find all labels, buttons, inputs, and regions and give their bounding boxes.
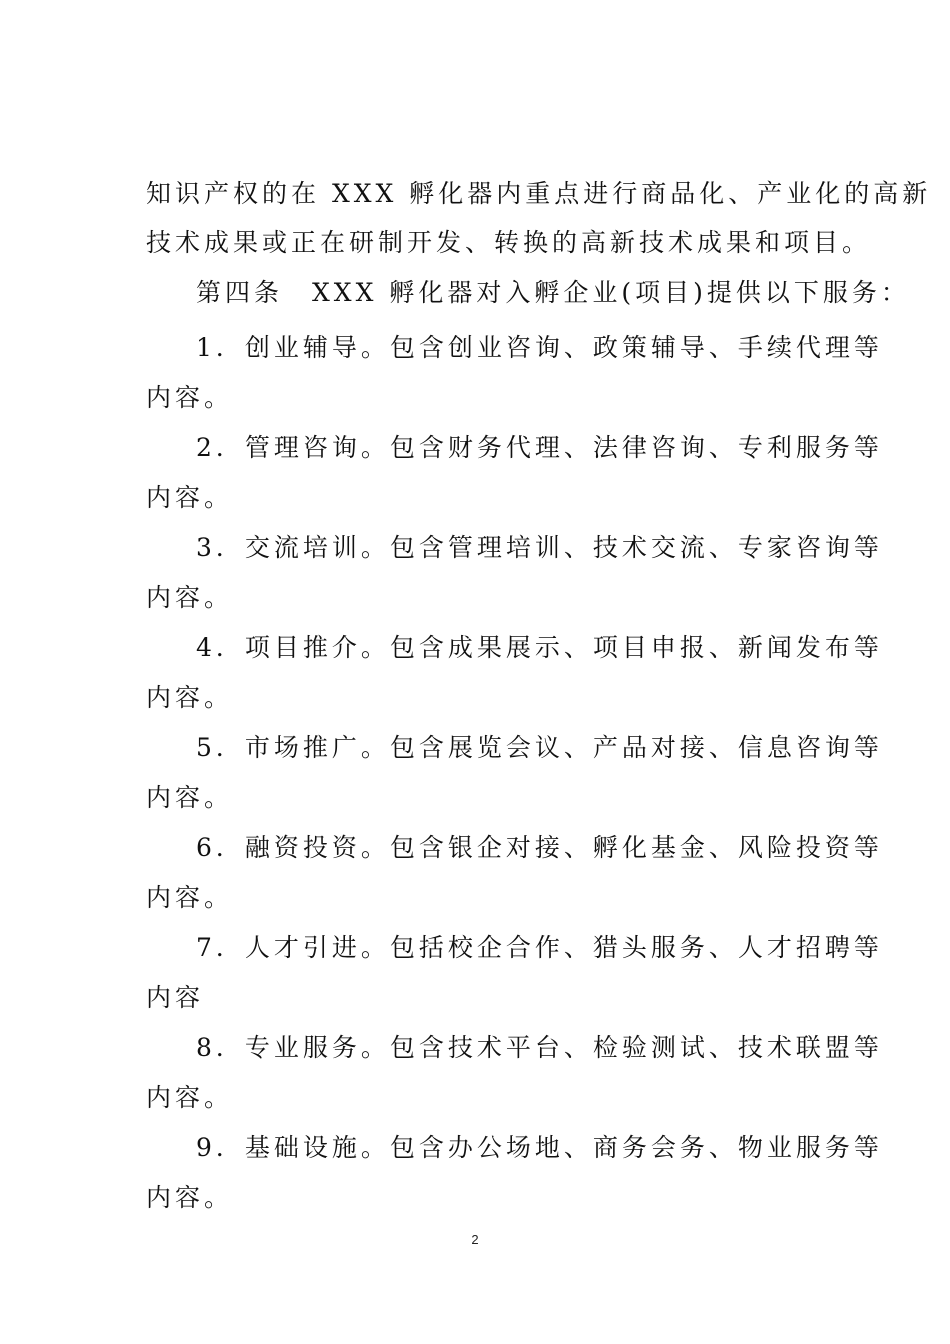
- service-item-1-cont: 内容。: [146, 383, 234, 412]
- service-item-6: 6．融资投资。包含银企对接、孵化基金、风险投资等: [196, 833, 883, 862]
- service-item-9: 9．基础设施。包含办公场地、商务会务、物业服务等: [196, 1133, 883, 1162]
- service-item-8: 8．专业服务。包含技术平台、检验测试、技术联盟等: [196, 1033, 883, 1062]
- service-item-5: 5．市场推广。包含展览会议、产品对接、信息咨询等: [196, 733, 883, 762]
- service-item-4: 4．项目推介。包含成果展示、项目申报、新闻发布等: [196, 633, 883, 662]
- service-item-7: 7．人才引进。包括校企合作、猎头服务、人才招聘等: [196, 933, 883, 962]
- service-item-3: 3．交流培训。包含管理培训、技术交流、专家咨询等: [196, 533, 883, 562]
- service-item-8-cont: 内容。: [146, 1083, 234, 1112]
- service-item-7-cont: 内容: [146, 983, 205, 1012]
- service-item-4-cont: 内容。: [146, 683, 234, 712]
- service-item-1: 1．创业辅导。包含创业咨询、政策辅导、手续代理等: [196, 333, 883, 362]
- paragraph-line: 技术成果或正在研制开发、转换的高新技术成果和项目。: [146, 228, 872, 257]
- service-item-2-cont: 内容。: [146, 483, 234, 512]
- service-item-5-cont: 内容。: [146, 783, 234, 812]
- page-number: 2: [471, 1232, 479, 1247]
- service-item-6-cont: 内容。: [146, 883, 234, 912]
- service-item-3-cont: 内容。: [146, 583, 234, 612]
- article-heading: 第四条 XXX 孵化器对入孵企业(项目)提供以下服务：: [196, 278, 910, 307]
- service-item-9-cont: 内容。: [146, 1183, 234, 1212]
- service-item-2: 2．管理咨询。包含财务代理、法律咨询、专利服务等: [196, 433, 883, 462]
- paragraph-line: 知识产权的在 XXX 孵化器内重点进行商品化、产业化的高新: [146, 179, 932, 208]
